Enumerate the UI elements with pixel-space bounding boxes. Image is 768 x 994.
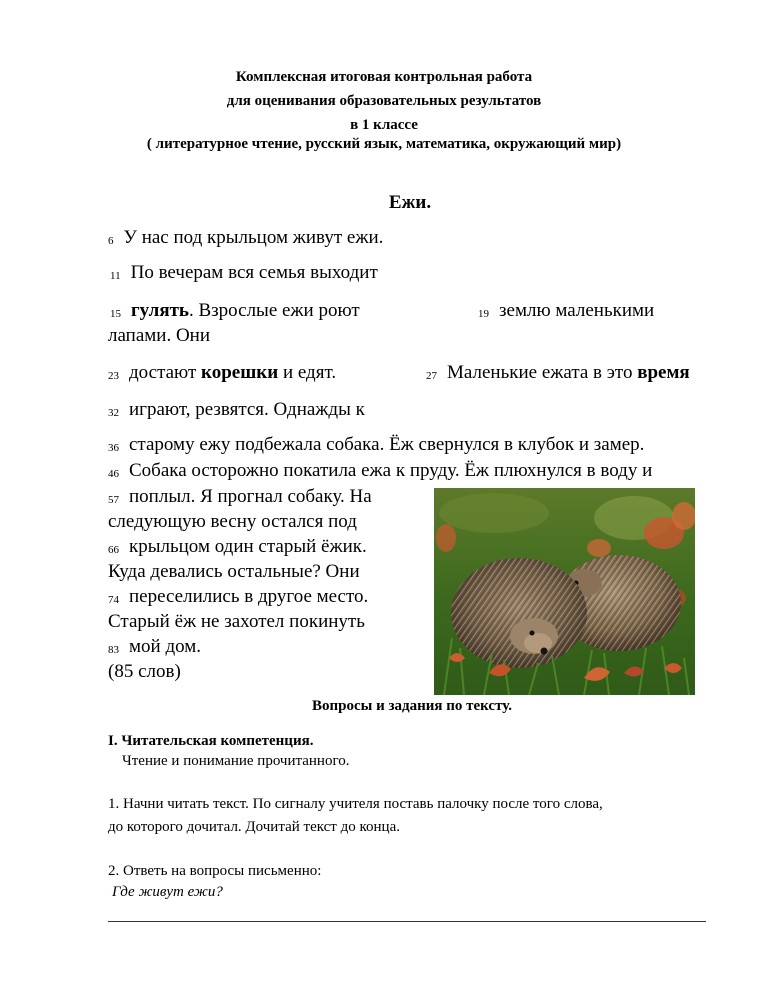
word-count-marker: 23 — [108, 370, 119, 382]
story-line: 19 землю маленькими — [478, 300, 655, 321]
word-count-marker: 27 — [426, 370, 437, 382]
story-line: 32 играют, резвятся. Однажды к — [108, 399, 365, 420]
word-count-total: (85 слов) — [108, 661, 181, 682]
story-line: 23 достают корешки и едят. — [108, 362, 337, 383]
section-heading: I. Читательская компетенция. — [108, 733, 314, 749]
word-count-marker: 83 — [108, 644, 119, 656]
word-count-marker: 46 — [108, 468, 119, 480]
subsection-heading: Чтение и понимание прочитанного. — [122, 753, 350, 769]
story-line: 15 гулять. Взрослые ежи роют — [110, 300, 360, 321]
question-1-line-1: 1. Начни читать текст. По сигналу учителя поставь палочку после того слова, — [108, 796, 603, 812]
story-line: Куда девались остальные? Они — [108, 561, 360, 582]
word-count-marker: 57 — [108, 494, 119, 506]
header-line-4: ( литературное чтение, русский язык, математика, окружающий мир) — [146, 136, 622, 152]
word-count-marker: 66 — [108, 544, 119, 556]
story-line: 36 старому ежу подбежала собака. Ёж свернулся в клубок и замер. — [108, 434, 645, 455]
story-line: 11 По вечерам вся семья выходит — [110, 262, 378, 283]
story-line: следующую весну остался под — [108, 511, 357, 532]
word-count-marker: 74 — [108, 594, 119, 606]
answer-line[interactable] — [108, 921, 706, 922]
story-title: Ежи. — [388, 192, 432, 213]
word-count-marker: 32 — [108, 407, 119, 419]
story-line: 57 поплыл. Я прогнал собаку. На — [108, 486, 372, 507]
word-count-marker: 15 — [110, 308, 121, 320]
story-line: Старый ёж не захотел покинуть — [108, 611, 365, 632]
word-count-marker: 19 — [478, 308, 489, 320]
story-line: 46 Собака осторожно покатила ежа к пруду. Ёж плюхнулся в воду и — [108, 460, 653, 481]
header-line-1: Комплексная итоговая контрольная работа — [235, 69, 533, 85]
story-line: лапами. Они — [108, 325, 211, 346]
header-line-2: для оценивания образовательных результатов — [226, 93, 542, 109]
question-2: 2. Ответь на вопросы письменно: — [108, 863, 322, 879]
question-1-line-2: до которого дочитал. Дочитай текст до конца. — [108, 819, 400, 835]
story-line: 27 Маленькие ежата в это время — [426, 362, 690, 383]
story-line: 83 мой дом. — [108, 636, 202, 657]
word-count-marker: 11 — [110, 270, 121, 282]
header-line-3: в 1 классе — [350, 117, 418, 133]
story-line: 66 крыльцом один старый ёжик. — [108, 536, 367, 557]
question-2-prompt: Где живут ежи? — [112, 884, 223, 900]
word-count-marker: 6 — [108, 235, 114, 247]
hedgehog-photo — [434, 488, 695, 695]
story-line: 6 У нас под крыльцом живут ежи. — [108, 227, 384, 248]
tasks-heading: Вопросы и задания по тексту. — [311, 698, 513, 714]
word-count-marker: 36 — [108, 442, 119, 454]
story-line: 74 переселились в другое место. — [108, 586, 369, 607]
